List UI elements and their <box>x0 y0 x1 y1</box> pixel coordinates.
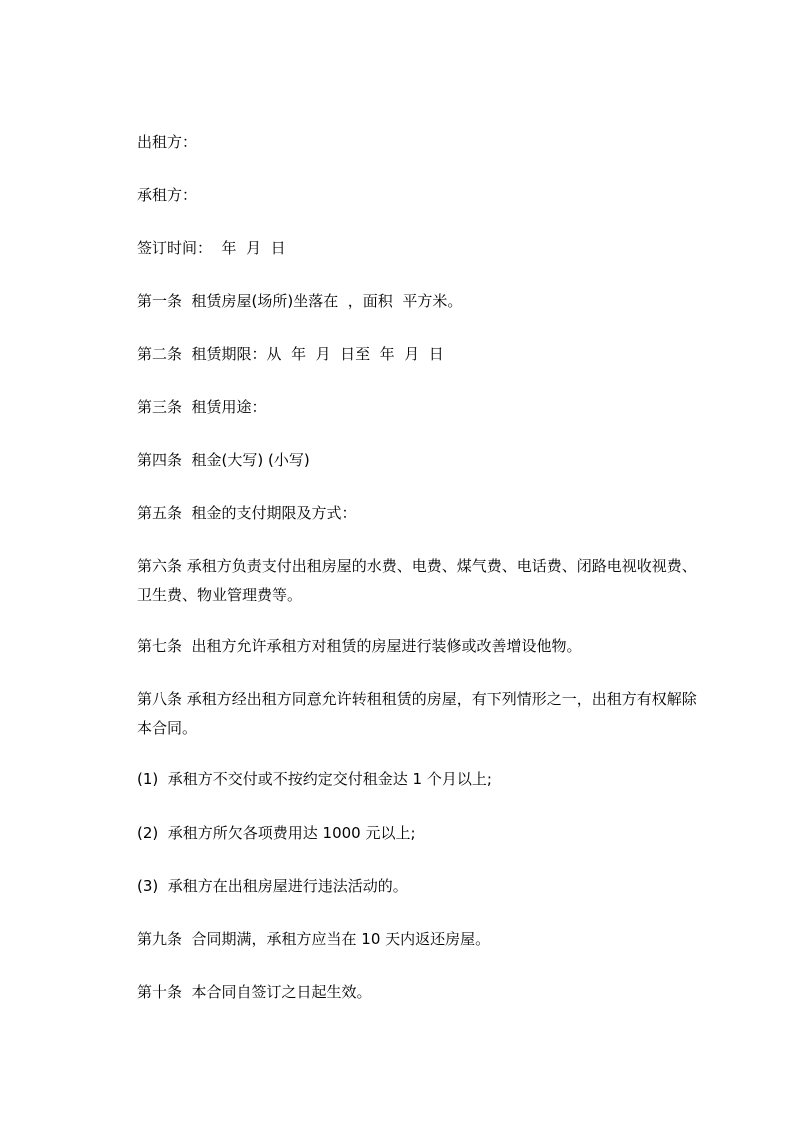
signing-date-line: 签订时间： 年 月 日 <box>137 239 286 257</box>
article-1: 第一条 租赁房屋(场所)坐落在 ，面积 平方米。 <box>137 292 463 310</box>
article-9: 第九条 合同期满，承租方应当在 10 天内返还房屋。 <box>137 930 491 948</box>
lessor-line: 出租方： <box>137 133 198 151</box>
article-10: 第十条 本合同自签订之日起生效。 <box>137 983 372 1001</box>
article-4: 第四条 租金(大写) (小写) <box>137 451 310 469</box>
article-5: 第五条 租金的支付期限及方式： <box>137 504 357 522</box>
article-6: 第六条 承租方负责支付出租房屋的水费、电费、煤气费、电话费、闭路电视收视费、卫生费、物业管理费等。 <box>137 557 697 604</box>
article-3: 第三条 租赁用途： <box>137 398 267 416</box>
termination-item-3: (3) 承租方在出租房屋进行违法活动的。 <box>137 877 408 895</box>
termination-item-2: (2) 承租方所欠各项费用达 1000 元以上; <box>137 824 416 842</box>
article-2: 第二条 租赁期限：从 年 月 日至 年 月 日 <box>137 345 444 363</box>
termination-item-1: (1) 承租方不交付或不按约定交付租金达 1 个月以上; <box>137 770 492 788</box>
article-8: 第八条 承租方经出租方同意允许转租租赁的房屋，有下列情形之一，出租方有权解除本合同。 <box>137 690 697 737</box>
article-7: 第七条 出租方允许承租方对租赁的房屋进行装修或改善增设他物。 <box>137 637 582 655</box>
lessee-line: 承租方： <box>137 186 198 204</box>
